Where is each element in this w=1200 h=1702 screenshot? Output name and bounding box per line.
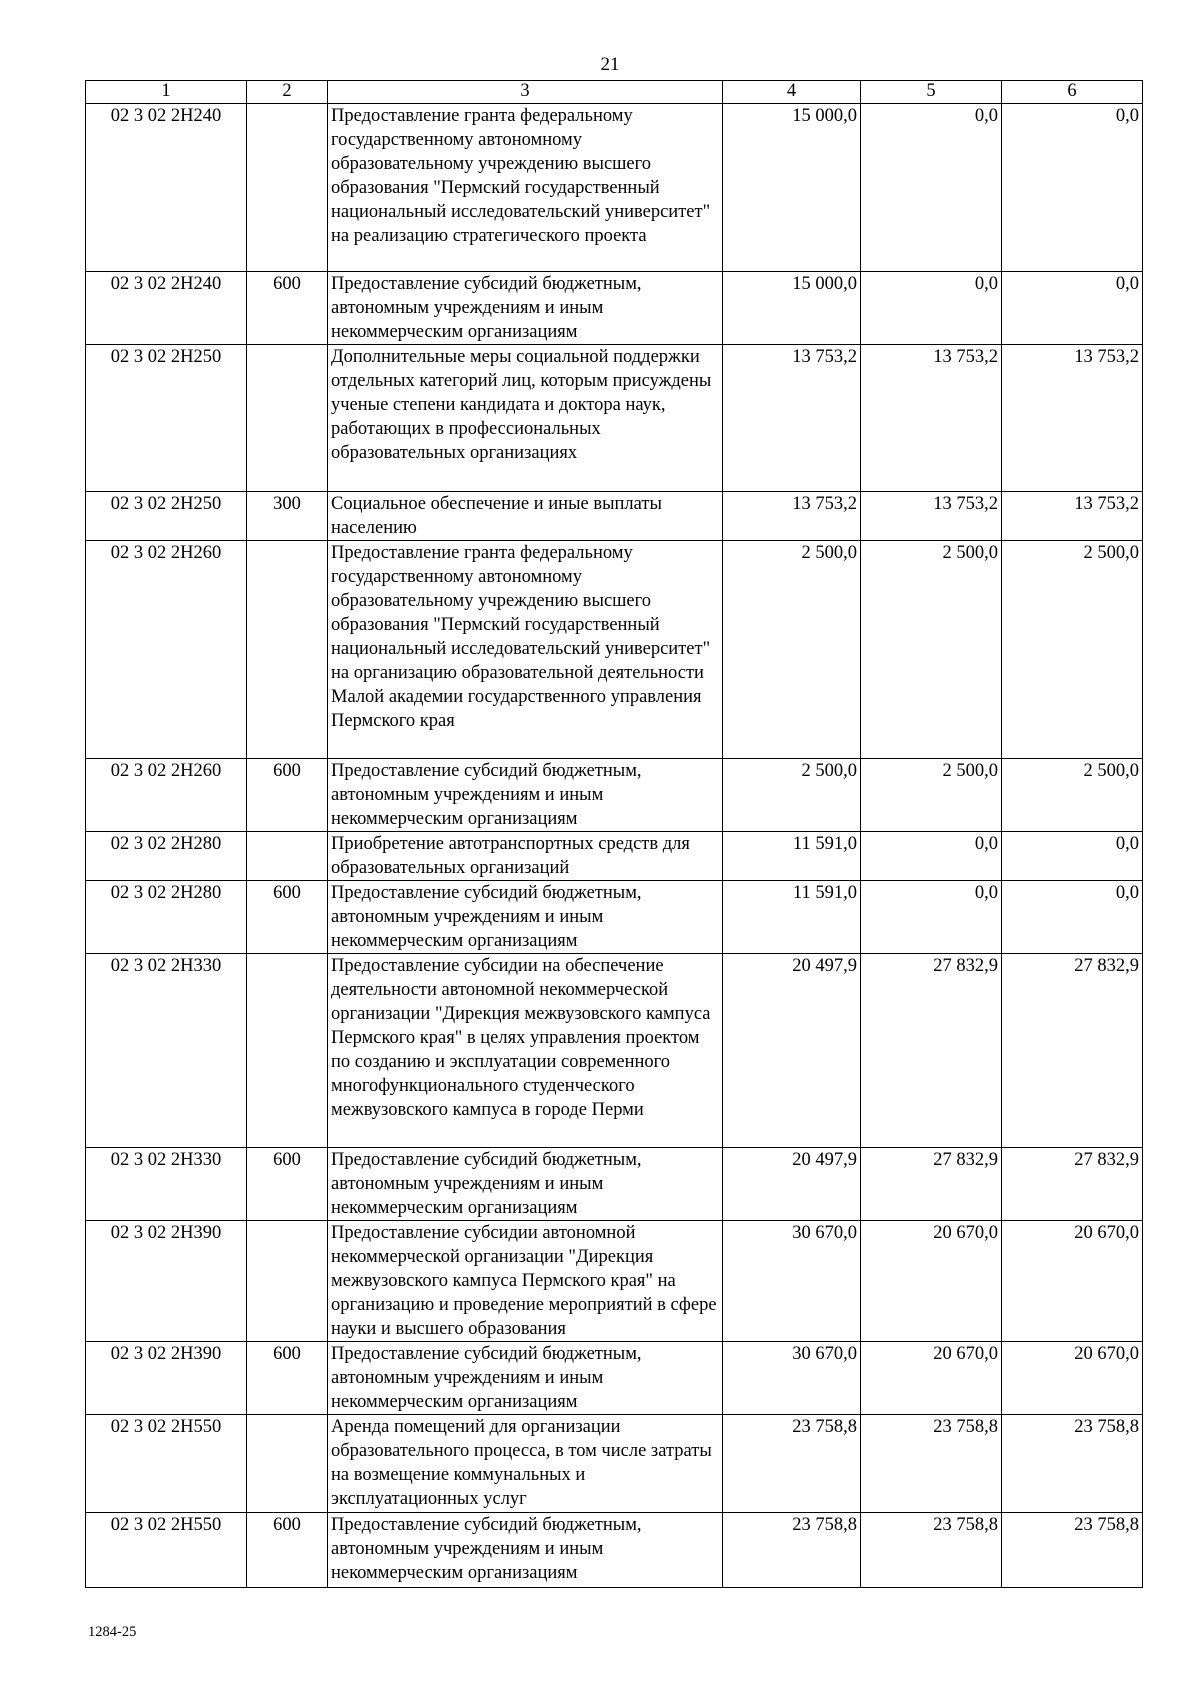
row-value-col5: 0,0 bbox=[861, 104, 1002, 272]
row-expense-type bbox=[247, 1221, 328, 1342]
row-value-col6: 20 670,0 bbox=[1002, 1221, 1143, 1342]
row-code: 02 3 02 2Н390 bbox=[86, 1342, 247, 1415]
row-value-col5: 13 753,2 bbox=[861, 345, 1002, 492]
row-name: Дополнительные меры социальной поддержки отдельных категорий лиц, которым присуждены ученые степени кандидата и доктора наук, работающих в профессиональных образовательных организациях bbox=[328, 345, 723, 492]
row-value-col5: 27 832,9 bbox=[861, 954, 1002, 1148]
row-value-col6: 0,0 bbox=[1002, 272, 1143, 345]
row-code: 02 3 02 2Н330 bbox=[86, 1148, 247, 1221]
row-expense-type bbox=[247, 954, 328, 1148]
row-value-col4: 11 591,0 bbox=[723, 832, 861, 881]
row-value-col6: 27 832,9 bbox=[1002, 1148, 1143, 1221]
row-code: 02 3 02 2Н240 bbox=[86, 272, 247, 345]
row-value-col5: 23 758,8 bbox=[861, 1415, 1002, 1513]
row-value-col6: 0,0 bbox=[1002, 881, 1143, 954]
row-value-col4: 2 500,0 bbox=[723, 541, 861, 759]
row-expense-type: 600 bbox=[247, 1513, 328, 1588]
row-code: 02 3 02 2Н240 bbox=[86, 104, 247, 272]
header-col-2: 2 bbox=[247, 81, 328, 104]
row-value-col4: 30 670,0 bbox=[723, 1221, 861, 1342]
row-expense-type bbox=[247, 832, 328, 881]
row-expense-type: 600 bbox=[247, 272, 328, 345]
row-expense-type: 600 bbox=[247, 759, 328, 832]
row-value-col4: 23 758,8 bbox=[723, 1415, 861, 1513]
table-row bbox=[86, 881, 1143, 954]
row-code: 02 3 02 2Н260 bbox=[86, 759, 247, 832]
header-col-5: 5 bbox=[861, 81, 1002, 104]
row-value-col5: 20 670,0 bbox=[861, 1221, 1002, 1342]
table-row bbox=[86, 345, 1143, 492]
header-col-1: 1 bbox=[86, 81, 247, 104]
row-code: 02 3 02 2Н550 bbox=[86, 1415, 247, 1513]
row-value-col6: 13 753,2 bbox=[1002, 345, 1143, 492]
document-code: 1284-25 bbox=[88, 1624, 137, 1640]
row-code: 02 3 02 2Н550 bbox=[86, 1513, 247, 1588]
row-value-col6: 20 670,0 bbox=[1002, 1342, 1143, 1415]
row-name: Социальное обеспечение и иные выплаты населению bbox=[328, 492, 723, 541]
row-value-col6: 0,0 bbox=[1002, 104, 1143, 272]
table-row bbox=[86, 1415, 1143, 1513]
row-code: 02 3 02 2Н390 bbox=[86, 1221, 247, 1342]
row-code: 02 3 02 2Н260 bbox=[86, 541, 247, 759]
row-code: 02 3 02 2Н250 bbox=[86, 345, 247, 492]
table-row bbox=[86, 1342, 1143, 1415]
row-name: Предоставление субсидий бюджетным, автономным учреждениям и иным некоммерческим организациям bbox=[328, 272, 723, 345]
table-row bbox=[86, 541, 1143, 759]
row-value-col5: 27 832,9 bbox=[861, 1148, 1002, 1221]
row-value-col5: 2 500,0 bbox=[861, 541, 1002, 759]
row-value-col4: 20 497,9 bbox=[723, 1148, 861, 1221]
row-value-col6: 2 500,0 bbox=[1002, 759, 1143, 832]
row-code: 02 3 02 2Н280 bbox=[86, 881, 247, 954]
row-value-col6: 23 758,8 bbox=[1002, 1513, 1143, 1588]
row-name: Предоставление субсидии автономной некоммерческой организации "Дирекция межвузовского кампуса Пермского края" на организацию и проведение мероприятий в сфере науки и высшего образования bbox=[328, 1221, 723, 1342]
row-value-col6: 13 753,2 bbox=[1002, 492, 1143, 541]
row-expense-type: 600 bbox=[247, 1342, 328, 1415]
row-value-col5: 0,0 bbox=[861, 881, 1002, 954]
header-col-3: 3 bbox=[328, 81, 723, 104]
row-name: Приобретение автотранспортных средств для образовательных организаций bbox=[328, 832, 723, 881]
row-code: 02 3 02 2Н330 bbox=[86, 954, 247, 1148]
table-row bbox=[86, 492, 1143, 541]
row-name: Предоставление гранта федеральному государственному автономному образовательному учреждению высшего образования "Пермский государственный национальный исследовательский университет" на организацию образовательной деятельности Малой академии государственного управления Пермского края bbox=[328, 541, 723, 759]
row-value-col4: 2 500,0 bbox=[723, 759, 861, 832]
row-value-col6: 2 500,0 bbox=[1002, 541, 1143, 759]
row-value-col5: 23 758,8 bbox=[861, 1513, 1002, 1588]
row-expense-type bbox=[247, 541, 328, 759]
row-name: Предоставление субсидий бюджетным, автономным учреждениям и иным некоммерческим организациям bbox=[328, 1513, 723, 1588]
row-code: 02 3 02 2Н280 bbox=[86, 832, 247, 881]
row-name: Предоставление гранта федеральному государственному автономному образовательному учреждению высшего образования "Пермский государственный национальный исследовательский университет" на реализацию стратегического проекта bbox=[328, 104, 723, 272]
header-col-6: 6 bbox=[1002, 81, 1143, 104]
row-expense-type: 300 bbox=[247, 492, 328, 541]
row-value-col4: 20 497,9 bbox=[723, 954, 861, 1148]
row-value-col6: 23 758,8 bbox=[1002, 1415, 1143, 1513]
table-row bbox=[86, 1221, 1143, 1342]
row-expense-type: 600 bbox=[247, 881, 328, 954]
row-name: Предоставление субсидии на обеспечение деятельности автономной некоммерческой организации "Дирекция межвузовского кампуса Пермского края" в целях управления проектом по созданию и эксплуатации современного многофункционального студенческого межвузовского кампуса в городе Перми bbox=[328, 954, 723, 1148]
row-value-col4: 11 591,0 bbox=[723, 881, 861, 954]
table-row bbox=[86, 1148, 1143, 1221]
row-expense-type bbox=[247, 104, 328, 272]
row-value-col5: 2 500,0 bbox=[861, 759, 1002, 832]
row-value-col5: 20 670,0 bbox=[861, 1342, 1002, 1415]
row-value-col5: 0,0 bbox=[861, 272, 1002, 345]
table-row bbox=[86, 832, 1143, 881]
row-value-col5: 13 753,2 bbox=[861, 492, 1002, 541]
row-value-col4: 13 753,2 bbox=[723, 492, 861, 541]
row-name: Предоставление субсидий бюджетным, автономным учреждениям и иным некоммерческим организациям bbox=[328, 1342, 723, 1415]
row-name: Предоставление субсидий бюджетным, автономным учреждениям и иным некоммерческим организациям bbox=[328, 1148, 723, 1221]
header-col-4: 4 bbox=[723, 81, 861, 104]
table-row bbox=[86, 272, 1143, 345]
row-value-col4: 30 670,0 bbox=[723, 1342, 861, 1415]
row-name: Аренда помещений для организации образовательного процесса, в том числе затраты на возмещение коммунальных и эксплуатационных услуг bbox=[328, 1415, 723, 1513]
row-expense-type: 600 bbox=[247, 1148, 328, 1221]
row-value-col6: 27 832,9 bbox=[1002, 954, 1143, 1148]
row-value-col4: 13 753,2 bbox=[723, 345, 861, 492]
page-number: 21 bbox=[600, 54, 620, 75]
budget-table bbox=[85, 80, 1143, 1588]
row-name: Предоставление субсидий бюджетным, автономным учреждениям и иным некоммерческим организациям bbox=[328, 759, 723, 832]
row-value-col6: 0,0 bbox=[1002, 832, 1143, 881]
row-value-col4: 15 000,0 bbox=[723, 272, 861, 345]
table-row bbox=[86, 104, 1143, 272]
row-expense-type bbox=[247, 345, 328, 492]
row-value-col4: 23 758,8 bbox=[723, 1513, 861, 1588]
table-row bbox=[86, 1513, 1143, 1588]
row-value-col5: 0,0 bbox=[861, 832, 1002, 881]
table-row bbox=[86, 954, 1143, 1148]
table-row bbox=[86, 759, 1143, 832]
header-row bbox=[86, 81, 1143, 104]
row-name: Предоставление субсидий бюджетным, автономным учреждениям и иным некоммерческим организациям bbox=[328, 881, 723, 954]
row-expense-type bbox=[247, 1415, 328, 1513]
row-value-col4: 15 000,0 bbox=[723, 104, 861, 272]
row-code: 02 3 02 2Н250 bbox=[86, 492, 247, 541]
